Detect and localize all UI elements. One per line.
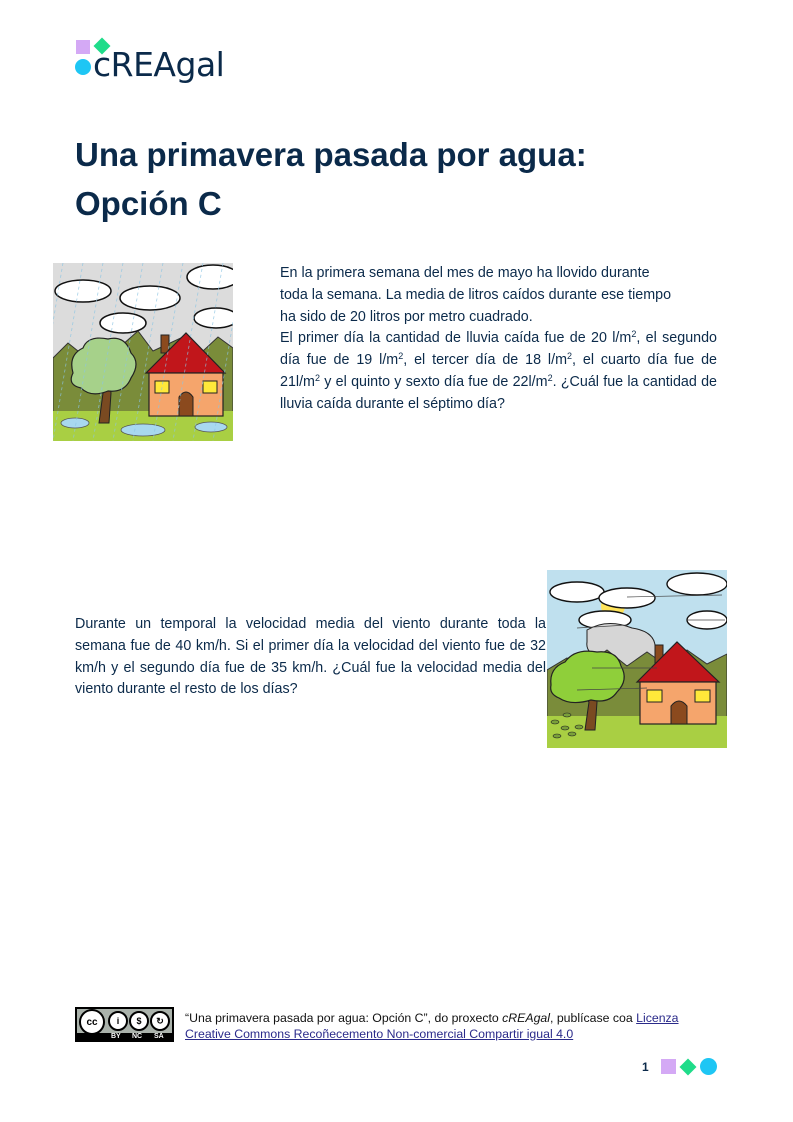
- cc-icon: cc: [79, 1009, 105, 1035]
- creative-commons-badge[interactable]: [75, 1007, 174, 1042]
- by-label: BY: [111, 1033, 121, 1040]
- license-notice: “Una primavera pasada por agua: Opción C”, do proxecto cREAgal, publícase coa Licenza Creative Commons Recoñecemento Non-comercial Compartir igual 4.0: [185, 1011, 679, 1041]
- page-number: 1: [642, 1060, 649, 1074]
- license-link[interactable]: Licenza Creative Commons Recoñecemento Non-comercial Compartir igual 4.0: [185, 1011, 679, 1041]
- logo-square-shape: [76, 40, 90, 54]
- footer-square-shape: [661, 1059, 676, 1074]
- problem-1-line-2: toda la semana. La media de litros caídos durante ese tiempo: [280, 286, 672, 303]
- page-footer: [642, 1058, 722, 1078]
- creagal-logo: [75, 38, 235, 88]
- sa-sharealike-icon: ↻: [150, 1011, 170, 1031]
- problem-1-line-3: ha sido de 20 litros por metro cuadrado.: [280, 308, 533, 325]
- problem-1-text: [280, 263, 717, 416]
- footer-diamond-shape: [680, 1059, 697, 1076]
- title-line-1: Una primavera pasada por agua:: [75, 136, 587, 173]
- logo-text: cREAgal: [93, 45, 225, 84]
- nc-label: NC: [132, 1033, 143, 1040]
- by-attribution-icon: i: [108, 1011, 128, 1031]
- nc-noncommercial-icon: $: [129, 1011, 149, 1031]
- problem-2-text: Durante un temporal la velocidad media del viento durante toda la semana fue de 40 km/h. Si el primer día la velocidad del viento fue de 32 km/h y el segundo día fue de 35 km/h. ¿Cuál fue la velocidad media del viento durante el resto de los días?: [75, 616, 546, 698]
- title-line-2: Opción C: [75, 185, 222, 222]
- problem-1-line-1: En la primera semana del mes de mayo ha llovido durante: [280, 265, 650, 281]
- project-name: cREAgal: [502, 1011, 550, 1025]
- rainy-house-illustration: [53, 263, 233, 441]
- logo-circle-shape: [75, 59, 91, 75]
- sa-label: SA: [154, 1033, 164, 1040]
- problem-1-paragraph-2: El primer día la cantidad de lluvia caída fue de 20 $l/m^2$, el segundo día fue de 19 $l/m^2$, el tercer día de 18 $l/m^2$, el cuarto día fue de $21l/m^2$ y el quinto y sexto día fue de $22l/m^2$. ¿Cuál fue la cantidad de lluvia caída durante el séptimo día?: [280, 329, 717, 412]
- windy-house-illustration: [547, 570, 727, 748]
- page-title: [75, 130, 725, 228]
- footer-circle-shape: [700, 1058, 717, 1075]
